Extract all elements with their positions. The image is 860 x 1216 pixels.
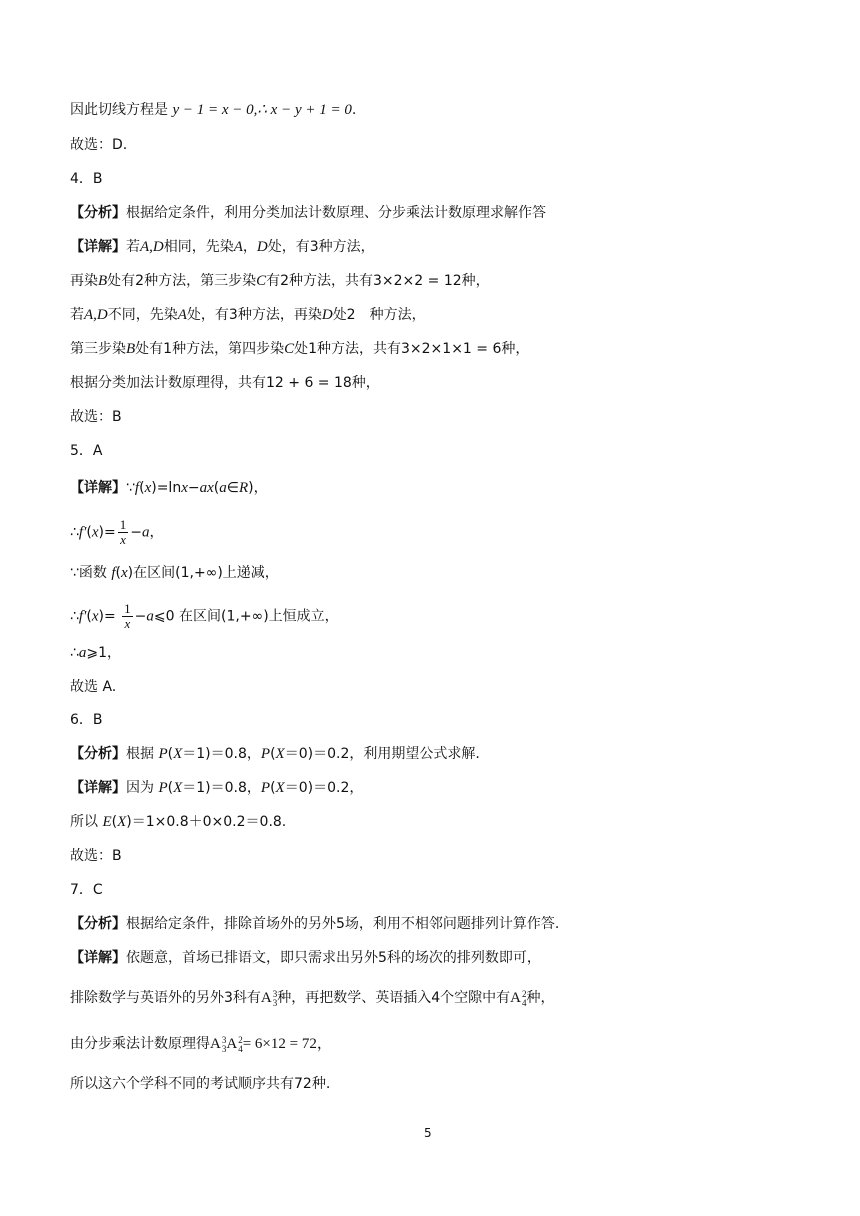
text: 处有2种方法，第三步染 <box>107 273 257 289</box>
math: D <box>256 239 268 255</box>
text: ∵ <box>126 480 135 496</box>
q5-answer <box>70 677 116 697</box>
fraction <box>118 518 129 547</box>
text: = 6×12 = 72， <box>242 1036 332 1052</box>
q7-analysis <box>70 914 559 934</box>
text: 再染 <box>70 273 98 289</box>
text: 依题意，首场已排语文，即只需求出另外5科的场次的排列数即可， <box>126 950 541 966</box>
text: ， <box>149 524 164 541</box>
q6-answer <box>70 846 122 866</box>
math: A <box>233 239 243 255</box>
math: D <box>321 307 333 323</box>
math: f <box>134 480 140 496</box>
text: ( <box>167 746 174 762</box>
denominator: x <box>124 616 131 631</box>
text: 由分步乘法计数原理得 <box>70 1036 210 1052</box>
q4-analysis <box>70 203 546 223</box>
math: X <box>275 780 285 796</box>
text: 第三步染 <box>70 341 126 357</box>
permutation-a33: A 3 3 <box>260 989 278 1008</box>
permutation-product: A 3 3 A 2 4 <box>210 1035 243 1054</box>
text: 处有1种方法，第四步染 <box>135 341 285 357</box>
text: ⩽0 在区间(1,+∞)上恒成立， <box>153 608 339 625</box>
math: P <box>158 780 168 796</box>
math: P <box>260 746 271 762</box>
text: 种， <box>526 990 555 1006</box>
text: 因此切线方程是 <box>70 102 168 118</box>
math: A,D <box>84 307 108 323</box>
text: ( <box>139 480 145 496</box>
math: E <box>102 814 112 830</box>
text: ∴ <box>70 608 79 625</box>
q5-derivative <box>70 518 163 547</box>
text: ( <box>213 480 220 496</box>
permutation-a42: A 2 4 <box>510 989 527 1008</box>
denominator: x <box>120 532 126 547</box>
text: 故选：D. <box>70 137 128 153</box>
text: 7．C <box>70 882 103 898</box>
math: A <box>177 307 187 323</box>
text: 根据 <box>126 746 159 762</box>
q7-detail-1 <box>70 948 541 968</box>
text: ＝0)＝0.2， <box>284 780 364 796</box>
math: f′ <box>78 608 87 625</box>
math: P <box>260 780 271 796</box>
text: 所以这六个学科不同的考试顺序共有72种. <box>70 1076 331 1092</box>
math: A,D <box>140 239 164 255</box>
detail-tag: 【详解】 <box>70 239 126 255</box>
math: R <box>238 480 249 496</box>
text: 处1种方法，共有3×2×1×1 = 6种， <box>294 341 530 357</box>
text: )= <box>98 608 121 625</box>
text: 不同，先染 <box>107 307 178 323</box>
text: ∈ <box>226 480 239 496</box>
text: 若 <box>70 307 84 323</box>
q6-expectation <box>70 812 286 832</box>
math: B <box>126 341 136 357</box>
text: 所以 <box>70 814 103 830</box>
question-4-heading <box>70 169 103 189</box>
text: ＝1)＝0.8， <box>182 780 261 796</box>
text: ， <box>242 239 257 255</box>
math: X <box>117 814 127 830</box>
math: B <box>98 273 108 289</box>
text: ∴ <box>70 524 79 541</box>
q5-inequality <box>70 602 339 631</box>
q5-detail-1 <box>70 478 268 498</box>
tangent-formula: y − 1 = x − 0,∴ x − y + 1 = 0 <box>172 102 352 118</box>
text: ( <box>111 814 118 830</box>
detail-tag: 【详解】 <box>70 950 126 966</box>
text: 故选：B <box>70 848 122 864</box>
math: X <box>173 780 183 796</box>
math: a <box>219 480 227 496</box>
math: C <box>256 273 267 289</box>
text: )= <box>98 524 116 541</box>
text: )=ln <box>151 480 182 496</box>
q5-decreasing <box>70 563 279 583</box>
q7-conclusion <box>70 1074 330 1094</box>
text: 故选：B <box>70 409 122 425</box>
math: x <box>91 524 99 541</box>
text: ＝0)＝0.2，利用期望公式求解. <box>284 746 480 762</box>
fraction <box>122 602 133 631</box>
text: 故选 A. <box>70 679 117 695</box>
text: 根据分类加法计数原理得，共有12 + 6 = 18种， <box>70 375 380 391</box>
math: f′ <box>78 524 87 541</box>
question-5-heading <box>70 441 102 461</box>
text: 根据给定条件，排除首场外的另外5场，利用不相邻问题排列计算作答. <box>126 916 560 932</box>
q4-answer <box>70 407 122 427</box>
math: C <box>284 341 295 357</box>
text: ( <box>115 565 121 581</box>
q6-analysis <box>70 744 480 764</box>
q4-detail-3 <box>70 305 426 325</box>
text: ( <box>86 608 92 625</box>
question-7-heading <box>70 880 103 900</box>
text: ( <box>270 780 276 796</box>
math: ax <box>199 480 214 496</box>
text: . <box>351 102 357 118</box>
math: x <box>91 608 99 625</box>
text: ( <box>270 746 276 762</box>
q6-detail <box>70 778 363 798</box>
text: 有2种方法，共有3×2×2 = 12种， <box>266 273 490 289</box>
q4-detail-5 <box>70 373 380 393</box>
q4-detail-2 <box>70 271 490 291</box>
text: 处2 种方法， <box>332 307 426 323</box>
text: )， <box>248 480 268 496</box>
q5-conclusion <box>70 643 121 663</box>
text: 根据给定条件，利用分类加法计数原理、分步乘法计数原理求解作答 <box>126 205 546 221</box>
text: 6．B <box>70 712 103 728</box>
text: )＝1×0.8＋0×0.2＝0.8. <box>126 814 287 830</box>
q4-detail-1 <box>70 237 375 257</box>
text: )在区间(1,+∞)上递减， <box>127 565 279 581</box>
text: ＝1)＝0.8， <box>182 746 261 762</box>
math: a <box>78 645 87 661</box>
math: f <box>111 565 116 581</box>
detail-tag: 【详解】 <box>70 480 126 496</box>
text: 处，有3种方法， <box>267 239 375 255</box>
line-answer-3 <box>70 135 127 155</box>
q7-detail-3 <box>70 1034 332 1054</box>
numerator: 1 <box>124 601 131 616</box>
text: ∴ <box>70 645 79 661</box>
text: 5．A <box>70 443 103 459</box>
text: 4．B <box>70 171 103 187</box>
text: ∵函数 <box>70 565 112 581</box>
math: x <box>181 480 188 496</box>
text: 若 <box>126 239 140 255</box>
analysis-tag: 【分析】 <box>70 916 126 932</box>
q4-detail-4 <box>70 339 529 359</box>
math: x <box>121 565 128 581</box>
text: ⩾1， <box>86 645 122 661</box>
math: X <box>173 746 183 762</box>
math: P <box>158 746 168 762</box>
math: x <box>144 480 152 496</box>
text: ( <box>167 780 174 796</box>
math: a <box>141 524 150 541</box>
question-6-heading <box>70 710 103 730</box>
text: − <box>130 524 142 541</box>
text: 相同，先染 <box>163 239 234 255</box>
math: X <box>275 746 285 762</box>
numerator: 1 <box>119 517 127 532</box>
text: − <box>187 480 200 496</box>
math: a <box>146 608 154 625</box>
page-number: 5 <box>424 1126 432 1140</box>
text: 种，再把数学、英语插入4个空隙中有 <box>277 990 511 1006</box>
line-tangent-equation <box>70 100 356 120</box>
analysis-tag: 【分析】 <box>70 746 126 762</box>
detail-tag: 【详解】 <box>70 780 126 796</box>
text: 因为 <box>126 780 159 796</box>
text: ( <box>86 524 92 541</box>
text: 处，有3种方法，再染 <box>186 307 322 323</box>
q7-detail-2 <box>70 988 555 1008</box>
analysis-tag: 【分析】 <box>70 205 126 221</box>
text: 排除数学与英语外的另外3科有 <box>70 990 261 1006</box>
text: − <box>134 608 147 625</box>
